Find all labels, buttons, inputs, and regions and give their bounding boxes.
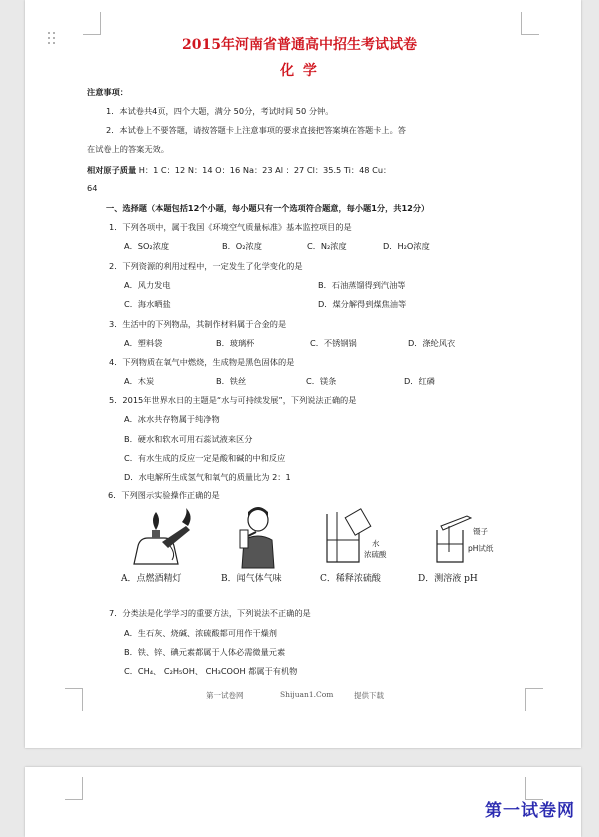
option: B．铁、锌、碘元素都属于人体必需微量元素: [124, 647, 286, 657]
atomic-mass-values: H：1 C：12 N：14 O：16 Na：23 Al ：27 Cl：35.5 Ti：48 Cu：: [138, 165, 392, 175]
figure-caption: D．测溶液 pH: [418, 574, 478, 584]
crop-mark: [521, 12, 539, 35]
figure-caption: A．点燃酒精灯: [121, 574, 182, 584]
option: D．煤分解得到煤焦油等: [318, 299, 407, 309]
option: B．玻璃杯: [216, 338, 255, 348]
question-7: 7．分类法是化学学习的重要方法，下列说法不正确的是: [109, 608, 311, 618]
label-water: 水: [372, 539, 380, 548]
figure-caption: B．闻气体气味: [221, 574, 282, 584]
crop-mark: [83, 12, 101, 35]
question-3: 3．生活中的下列物品，其制作材料属于合金的是: [109, 319, 287, 329]
footer-download: 提供下载: [354, 691, 384, 700]
subject-title: 化 学: [280, 63, 319, 79]
alcohol-lamp-illustration: [128, 508, 198, 566]
option: A．风力发电: [124, 280, 171, 290]
option: C．镁条: [306, 376, 337, 386]
notice-item: 1．本试卷共4页，四个大题，满分 50分，考试时间 50 分钟。: [106, 106, 334, 116]
option: C．N₂浓度: [307, 241, 347, 251]
label-concentrated-acid: 浓硫酸: [364, 550, 387, 559]
option: B．硬水和软水可用石蕊试液来区分: [124, 434, 253, 444]
question-1: 1．下列各项中，属于我国《环境空气质量标准》基本监控项目的是: [109, 222, 352, 232]
crop-mark: [525, 688, 543, 711]
option: A．生石灰、烧碱、浓硫酸都可用作干燥剂: [124, 628, 277, 638]
atomic-mass-values-continued: 64: [87, 183, 98, 193]
option: A．塑料袋: [124, 338, 163, 348]
option: A．冰水共存物属于纯净物: [124, 414, 220, 424]
footer-site-name: 第一试卷网: [206, 691, 244, 700]
option: D．红磷: [404, 376, 435, 386]
question-5: 5．2015年世界水日的主题是“水与可持续发展”，下列说法正确的是: [109, 395, 357, 405]
notice-heading: 注意事项：: [87, 87, 128, 97]
crop-mark: [65, 688, 83, 711]
crop-mark: [65, 777, 83, 800]
ph-test-illustration: [433, 512, 473, 566]
option: D．H₂O浓度: [383, 241, 430, 251]
question-4: 4．下列物质在氧气中燃烧，生成物是黑色固体的是: [109, 357, 295, 367]
footer-site-url: Shijuan1.Com: [280, 690, 334, 699]
exam-title: 2015年河南省普通高中招生考试试卷: [182, 37, 417, 53]
question-2: 2．下列资源的利用过程中，一定发生了化学变化的是: [109, 261, 303, 271]
figure-caption: C．稀释浓硫酸: [320, 574, 381, 584]
option: C．CH₄、 C₂H₅OH、 CH₃COOH 都属于有机物: [124, 666, 298, 676]
option: D．涤纶风衣: [408, 338, 456, 348]
label-tweezers: 镊子: [473, 527, 488, 536]
option: B．铁丝: [216, 376, 247, 386]
option: B．石油蒸馏得到汽油等: [318, 280, 406, 290]
option: C．有水生成的反应一定是酸和碱的中和反应: [124, 453, 286, 463]
atomic-mass-label: 相对原子质量: [87, 165, 137, 175]
question-6: 6．下列图示实验操作正确的是: [108, 490, 220, 500]
label-ph-paper: pH试纸: [468, 544, 494, 553]
option: C．海水晒盐: [124, 299, 171, 309]
option: A．木炭: [124, 376, 155, 386]
option: D．水电解所生成氢气和氧气的质量比为 2：1: [124, 472, 291, 482]
option: A．SO₂浓度: [124, 241, 170, 251]
section-heading: 一、选择题（本题包括12个小题，每小题只有一个选项符合题意，每小题1分，共12分）: [106, 203, 430, 213]
smelling-gas-illustration: [228, 508, 288, 568]
option: C．不锈钢锅: [310, 338, 357, 348]
notice-item: 2．本试卷上不要答题，请按答题卡上注意事项的要求直接把答案填在答题卡上。答: [106, 125, 406, 135]
watermark-logo: 第一试卷网: [485, 801, 575, 821]
notice-item-continued: 在试卷上的答案无效。: [87, 144, 169, 154]
option: B．O₂浓度: [222, 241, 262, 251]
